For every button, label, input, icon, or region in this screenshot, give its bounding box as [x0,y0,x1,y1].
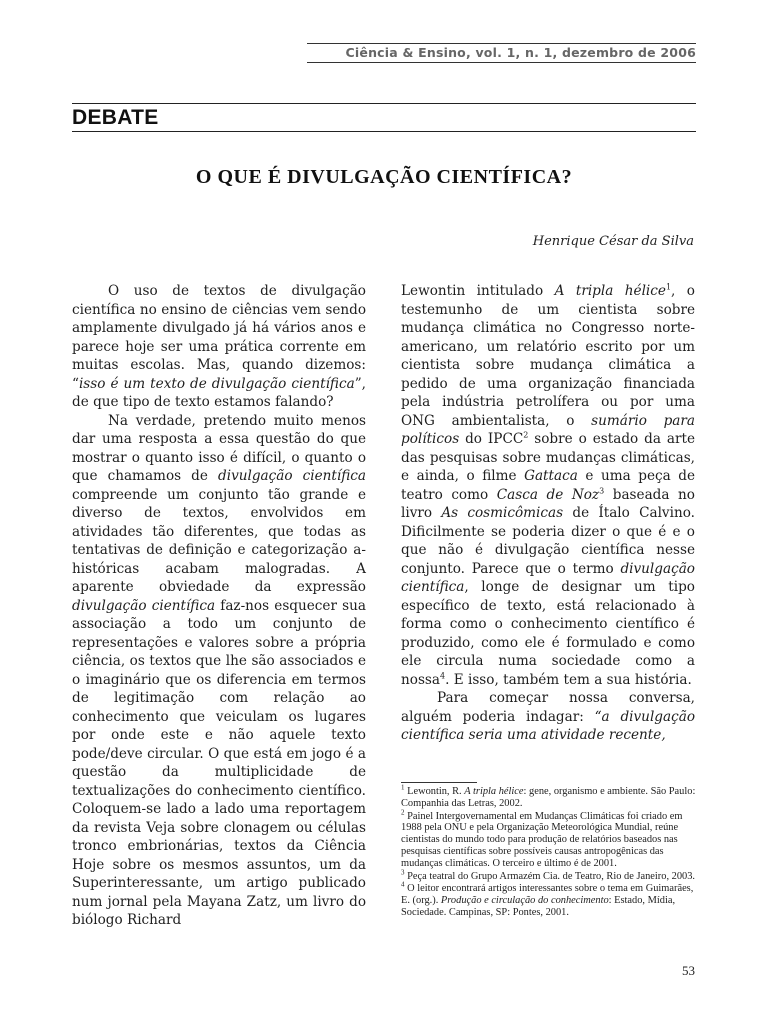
footnote-3: $^3$ Peça teatral do Grupo Armazém Cia. de Teatro, Rio de Janeiro, 2003. [401,868,696,882]
footnote-ref-4[interactable]: 4 [440,670,446,680]
paragraph-2-continued: Lewontin intitulado A tripla hélice$^1$, o testemunho de um cientista sobre mudança climática no Congresso norte-americano, um relatório escrito por um cientista sobre mudança climática a pedido de uma organização financiada pela indústria petrolífera ou por uma ONG ambientalista, o sumário para políticos do IPCC$^2$ sobre o estado da arte das pesquisas sobre mudanças climáticas, e ainda, o filme Gattaca e uma peça de teatro como Casca de Noz$^3$ baseada no livro As cosmicômicas de Ítalo Calvino. Dificilmente se poderia dizer o que é e o que não é divulgação científica nesse conjunto. Parece que o termo divulgação científica, longe de designar um tipo específico de texto, está relacionado à forma como o conhecimento científico é produzido, como ele é formulado e como ele circula numa sociedade como a nossa$^4$. E isso, também tem a sua história. [401,282,695,688]
body-column-left [72,282,366,930]
footnote-ref-1[interactable]: 1 [665,282,672,292]
journal-header: Ciência & Ensino, vol. 1, n. 1, dezembro de 2006 [307,43,696,63]
footnote-ref-2[interactable]: 2 [523,430,529,440]
footnote-separator [401,782,477,783]
footnote-2: $^2$ Painel Intergovernamental em Mudanças Climáticas foi criado em 1988 pela ONU e pela Organização Meteorológica Mundial, reúne cientistas do mundo todo para produção de relatórios baseados nas pesquisas científicas sobre possíveis causas antropogênicas das mudanças climáticas. O terceiro e último é de 2001. [401,808,683,869]
footnote-ref-3[interactable]: 3 [599,485,605,495]
paragraph-2: Na verdade, pretendo muito menos dar uma resposta a essa questão do que mostrar o quanto isso é difícil, o quanto o que chamamos de divulgação científica compreende um conjunto tão grande e diverso de textos, envolvidos em atividades tão diferentes, que todas as tentativas de definição e categorização a-históricas acabam malogradas. A aparente obviedade da expressão divulgação científica faz-nos esquecer sua associação a todo um conjunto de representações e valores sobre a própria ciência, os textos que lhe são associados e o imaginário que os diferencia em termos de legitimação com relação ao conhecimento que veiculam os lugares por onde este e não aquele texto pode/deve circular. O que está em jogo é a questão da multiplicidade de textualizações do conhecimento científico. Coloquem-se lado a lado uma reportagem da revista Veja sobre clonagem ou células tronco embrionárias, textos da Ciência Hoje sobre os mesmos assuntos, um da Superinteressante, um artigo publicado num jornal pela Mayana Zatz, um livro do biólogo Richard [72,412,366,928]
footnote-1: $^1$ Lewontin, R. A tripla hélice: gene, organismo e ambiente. São Paulo: Companhia das Letras, 2002. [401,783,696,809]
footnotes [401,783,697,920]
footnote-4: $^4$ O leitor encontrará artigos interessantes sobre o tema em Guimarães, E. (org.). Produção e circulação do conhecimento: Estado, Mídia, Sociedade. Campinas, SP: Pontes, 2001. [401,880,694,918]
section-bar [72,103,696,132]
paragraph-1: O uso de textos de divulgação científica no ensino de ciências vem sendo amplamente divulgado já há vários anos e parece hoje ser uma prática corrente em muitas escolas. Mas, quando dizemos: “isso é um texto de divulgação científica”, de que tipo de texto estamos falando? [72,283,366,410]
body-column-right [401,282,695,745]
article-title: O QUE É DIVULGAÇÃO CIENTÍFICA? [195,166,573,188]
section-label: DEBATE [72,106,159,129]
page-number: 53 [682,963,695,978]
author-name: Henrique César da Silva [532,234,694,249]
paragraph-3: Para começar nossa conversa, alguém poderia indagar: “a divulgação científica seria uma atividade recente, [401,690,695,743]
